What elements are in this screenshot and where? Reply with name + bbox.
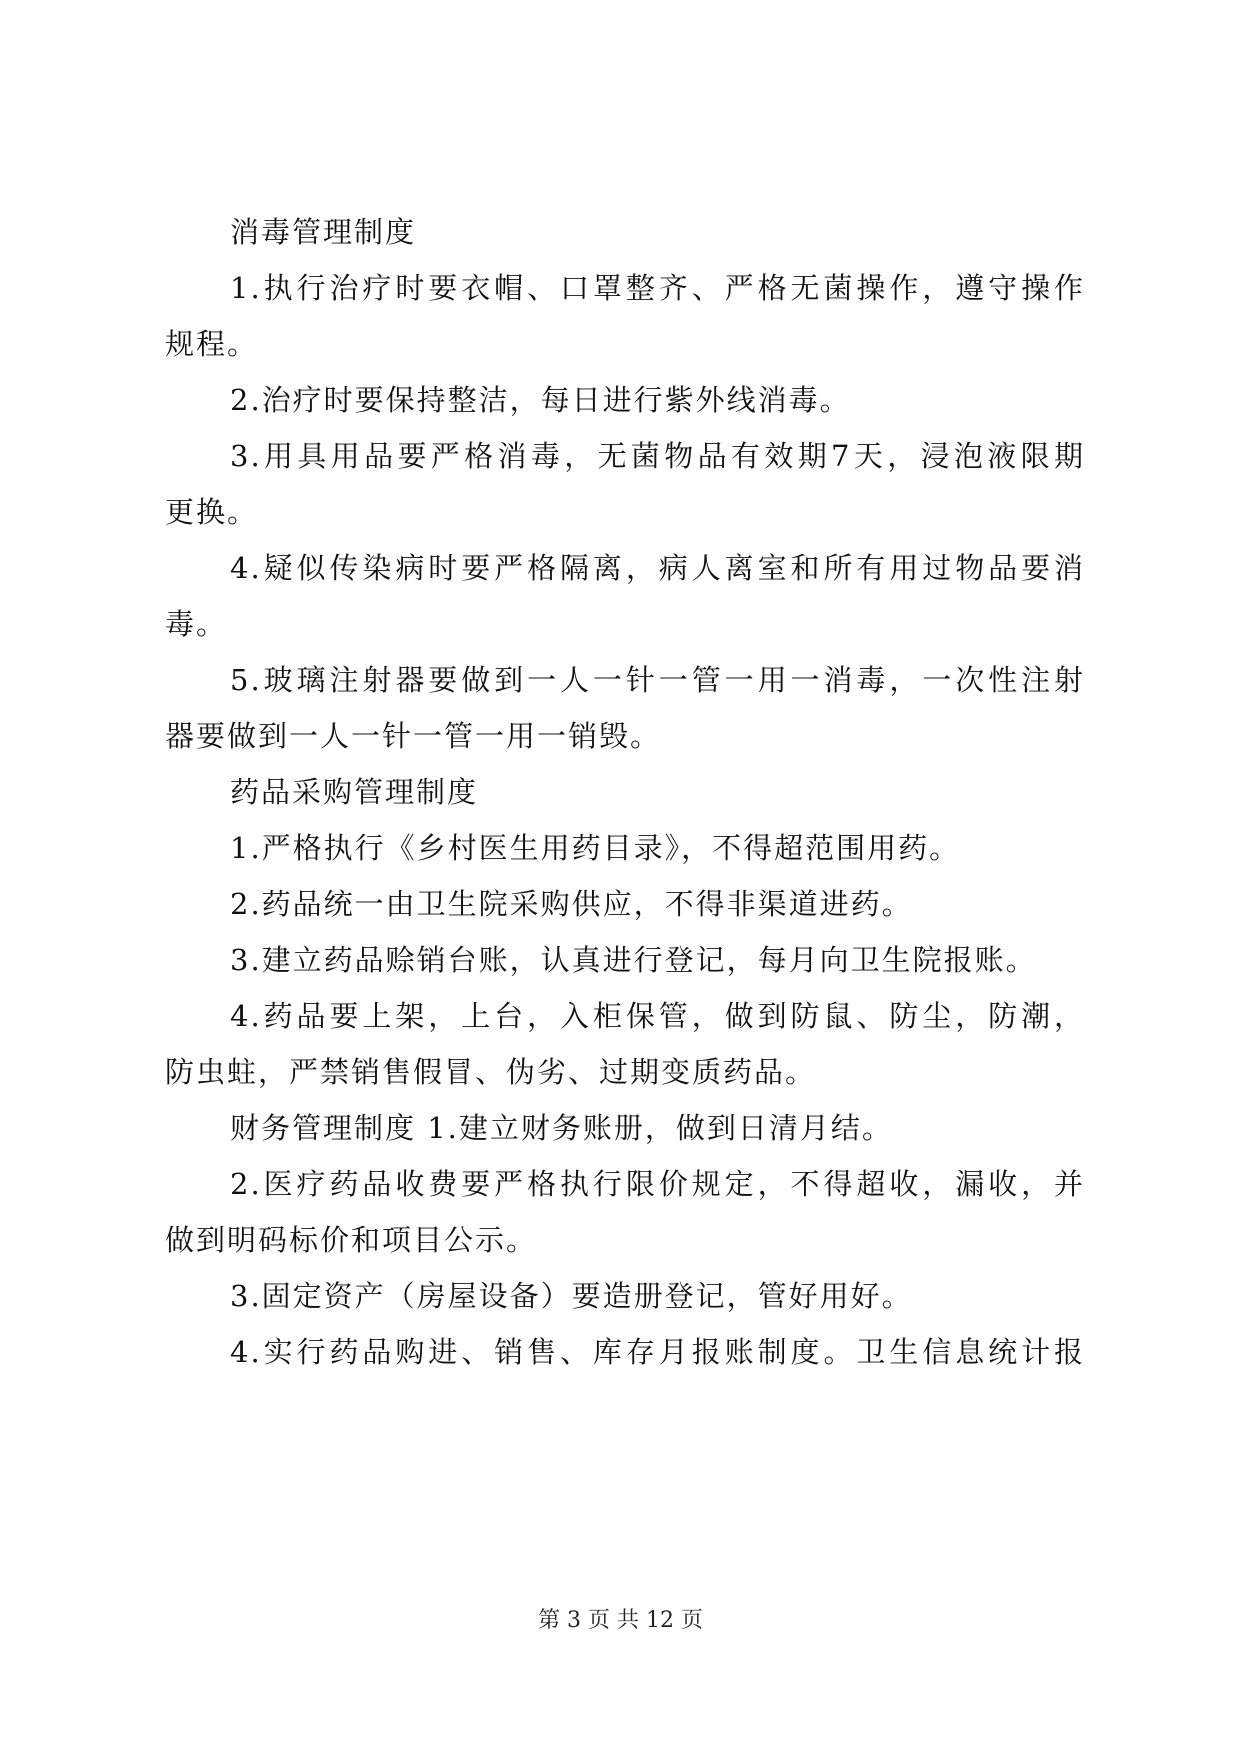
text-line: 2.治疗时要保持整洁，每日进行紫外线消毒。 [230,383,851,417]
heading-finance: 财务管理制度 1.建立财务账册，做到日清月结。 [230,1111,893,1145]
text-line: 2.药品统一由卫生院采购供应，不得非渠道进药。 [230,887,913,921]
text-line: 4.疑似传染病时要严格隔离，病人离室和所有用过物品要消 [230,551,1085,585]
text-line: 2.医疗药品收费要严格执行限价规定，不得超收，漏收，并 [230,1167,1085,1201]
heading-disinfection: 消毒管理制度 [230,215,417,249]
text-line: 器要做到一人一针一管一用一销毁。 [165,719,662,753]
text-line: 1.执行治疗时要衣帽、口罩整齐、严格无菌操作，遵守操作 [230,271,1085,305]
page-number-footer: 第 3 页 共 12 页 [538,1608,703,1633]
text-line: 4.实行药品购进、销售、库存月报账制度。卫生信息统计报 [230,1335,1085,1369]
text-line: 防虫蛀，严禁销售假冒、伪劣、过期变质药品。 [165,1055,817,1089]
text-line: 4.药品要上架，上台，入柜保管，做到防鼠、防尘，防潮， [230,999,1085,1033]
text-line: 规程。 [165,327,259,361]
heading-drug-purchase: 药品采购管理制度 [230,775,479,809]
text-line: 更换。 [165,495,259,529]
text-line: 3.用具用品要严格消毒，无菌物品有效期7天，浸泡液限期 [230,439,1085,473]
text-line: 5.玻璃注射器要做到一人一针一管一用一消毒，一次性注射 [230,663,1085,697]
text-line: 3.固定资产（房屋设备）要造册登记，管好用好。 [230,1279,913,1313]
text-line: 毒。 [165,607,228,641]
text-line: 做到明码标价和项目公示。 [165,1223,538,1257]
text-line: 3.建立药品赊销台账，认真进行登记，每月向卫生院报账。 [230,943,1037,977]
text-line: 1.严格执行《乡村医生用药目录》，不得超范围用药。 [230,831,961,865]
